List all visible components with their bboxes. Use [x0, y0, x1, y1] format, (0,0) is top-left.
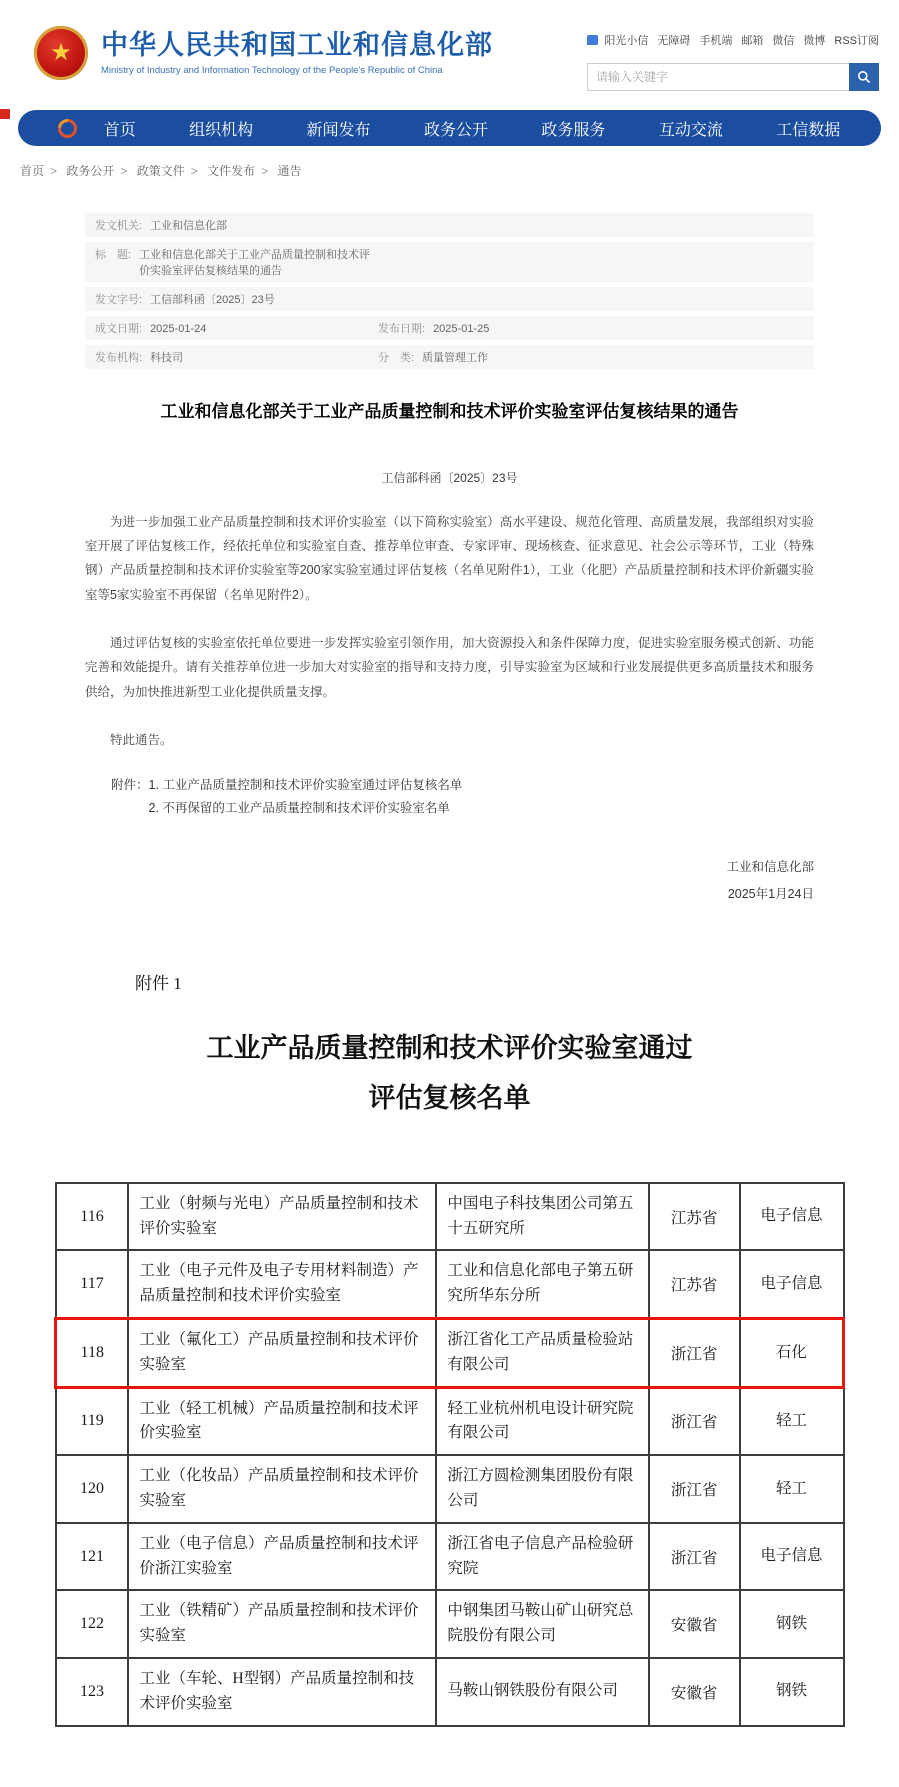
table-row — [56, 1318, 844, 1387]
cell-industry: 钢铁 — [740, 1590, 844, 1658]
meta-label: 发文机关: — [95, 220, 143, 232]
header-right — [587, 26, 879, 91]
national-emblem-logo — [34, 26, 88, 80]
top-utility-link[interactable]: 无障碍 — [657, 35, 691, 47]
cell-industry: 钢铁 — [740, 1658, 844, 1726]
signature-org: 工业和信息化部 — [726, 860, 814, 875]
meta-label: 发文字号: — [95, 294, 143, 306]
nav-item[interactable]: 首页 — [103, 121, 136, 139]
meta-value: 科技司 — [150, 352, 184, 364]
attachment-link[interactable]: 1. 工业产品质量控制和技术评价实验室通过评估复核名单 — [148, 778, 463, 793]
signature-block — [85, 854, 814, 907]
meta-value: 工业和信息化部 — [150, 220, 228, 232]
cell-lab-name: 工业（电子元件及电子专用材料制造）产品质量控制和技术评价实验室 — [128, 1250, 436, 1318]
top-utility-link[interactable]: 微博 — [803, 35, 826, 47]
breadcrumb-separator: > — [190, 164, 198, 178]
search-input[interactable] — [587, 63, 849, 91]
breadcrumb-item[interactable]: 政策文件 — [136, 164, 185, 178]
meta-row — [85, 287, 814, 311]
breadcrumb-item[interactable]: 政务公开 — [66, 164, 115, 178]
table-row — [56, 1387, 844, 1455]
table-row — [56, 1455, 844, 1523]
meta-value: 2025-01-25 — [433, 323, 490, 335]
cell-lab-name: 工业（电子信息）产品质量控制和技术评价浙江实验室 — [128, 1523, 436, 1591]
cell-number: 122 — [56, 1590, 129, 1658]
meta-row — [85, 345, 814, 369]
cell-org-name: 工业和信息化部电子第五研究所华东分所 — [436, 1250, 648, 1318]
search-icon — [856, 69, 872, 85]
cell-org-name: 浙江省电子信息产品检验研究院 — [436, 1523, 648, 1591]
breadcrumb-group — [137, 164, 204, 178]
breadcrumb-group — [207, 164, 274, 178]
meta-pair — [95, 349, 378, 365]
cell-lab-name: 工业（铁精矿）产品质量控制和技术评价实验室 — [128, 1590, 436, 1658]
search-bar — [587, 63, 879, 91]
nav-item[interactable]: 工信数据 — [776, 121, 841, 139]
meta-label: 发布日期: — [378, 323, 426, 335]
cell-province: 浙江省 — [649, 1387, 740, 1455]
document-area — [85, 213, 814, 907]
top-utility-link[interactable]: 阳光小信 — [604, 35, 649, 47]
breadcrumb-group — [20, 164, 63, 178]
nav-item[interactable]: 政务公开 — [423, 121, 488, 139]
meta-pair — [95, 217, 378, 233]
top-utility-links — [587, 32, 879, 48]
cell-org-name: 浙江方圆检测集团股份有限公司 — [436, 1455, 648, 1523]
meta-pair — [95, 320, 378, 336]
attachments-block — [85, 774, 814, 820]
cell-industry: 轻工 — [740, 1455, 844, 1523]
breadcrumb — [20, 162, 899, 179]
meta-value: 2025-01-24 — [150, 323, 207, 335]
nav-item[interactable]: 政务服务 — [541, 121, 606, 139]
meta-row — [85, 316, 814, 340]
attachment1-label: 附件 1 — [135, 973, 182, 993]
cell-number: 117 — [56, 1250, 129, 1318]
breadcrumb-separator: > — [50, 164, 58, 178]
nav-item[interactable]: 组织机构 — [189, 121, 254, 139]
top-utility-link[interactable]: 邮箱 — [741, 35, 764, 47]
cell-industry: 电子信息 — [740, 1523, 844, 1591]
meta-value: 质量管理工作 — [422, 352, 489, 364]
cell-province: 江苏省 — [649, 1250, 740, 1318]
cell-lab-name: 工业（车轮、H型钢）产品质量控制和技术评价实验室 — [128, 1658, 436, 1726]
breadcrumb-separator: > — [120, 164, 128, 178]
cell-province: 江苏省 — [649, 1183, 740, 1251]
emblem-star-icon: ★ — [50, 39, 72, 66]
lab-review-table — [54, 1182, 845, 1727]
breadcrumb-item[interactable]: 文件发布 — [207, 164, 256, 178]
breadcrumb-separator: > — [261, 164, 269, 178]
cell-number: 118 — [56, 1318, 129, 1387]
attachment1-section — [0, 969, 899, 1727]
cell-industry: 石化 — [740, 1318, 844, 1387]
closing-line: 特此通告。 — [110, 733, 173, 748]
cell-org-name: 马鞍山钢铁股份有限公司 — [436, 1658, 648, 1726]
attachment-links — [149, 774, 463, 820]
cell-province: 浙江省 — [649, 1523, 740, 1591]
meta-pair — [95, 291, 378, 307]
edge-mark-decor — [0, 109, 10, 119]
main-navbar — [18, 110, 881, 146]
meta-value: 工信部科函〔2025〕23号 — [150, 294, 275, 306]
site-header — [0, 0, 899, 101]
cell-org-name: 中钢集团马鞍山矿山研究总院股份有限公司 — [436, 1590, 648, 1658]
cell-province: 安徽省 — [649, 1590, 740, 1658]
meta-pair-secondary — [378, 349, 488, 365]
lab-table-body — [56, 1183, 844, 1726]
cell-number: 121 — [56, 1523, 129, 1591]
cell-industry: 电子信息 — [740, 1250, 844, 1318]
cell-number: 119 — [56, 1387, 129, 1455]
breadcrumb-item[interactable]: 通告 — [277, 164, 302, 178]
cell-industry: 轻工 — [740, 1387, 844, 1455]
cell-org-name: 轻工业杭州机电设计研究院有限公司 — [436, 1387, 648, 1455]
breadcrumb-item[interactable]: 首页 — [20, 164, 45, 178]
chat-bubble-icon — [587, 35, 598, 45]
cell-industry: 电子信息 — [740, 1183, 844, 1251]
article-title: 工业和信息化部关于工业产品质量控制和技术评价实验室评估复核结果的通告 — [160, 402, 739, 421]
meta-label: 标 题: — [95, 249, 132, 261]
cell-number: 123 — [56, 1658, 129, 1726]
cell-lab-name: 工业（轻工机械）产品质量控制和技术评价实验室 — [128, 1387, 436, 1455]
article-body — [85, 510, 814, 705]
nav-items — [77, 117, 867, 140]
site-brand — [34, 26, 493, 80]
meta-row — [85, 242, 814, 282]
meta-row — [85, 213, 814, 237]
top-utility-link[interactable]: 微信 — [772, 35, 795, 47]
table-row — [56, 1658, 844, 1726]
attachment-wrap — [149, 797, 463, 820]
attachment-link[interactable]: 2. 不再保留的工业产品质量控制和技术评价实验室名单 — [148, 801, 450, 816]
article-paragraph: 为进一步加强工业产品质量控制和技术评价实验室（以下简称实验室）高水平建设、规范化管理、高质量发展，我部组织对实验室开展了评估复核工作，经依托单位和实验室自查、推荐单位审查、专家评审、现场核查、征求意见、社会公示等环节，工业（特殊钢）产品质量控制和技术评价实验室等200家实验室通过评估复核（名单见附件1），工业（化肥）产品质量控制和技术评价新疆实验室等5家实验室不再保留（名单见附件2）。 — [85, 514, 814, 602]
meta-value: 工业和信息化部关于工业产品质量控制和技术评价实验室评估复核结果的通告 — [139, 249, 371, 277]
breadcrumb-group — [278, 164, 302, 178]
cell-org-name: 浙江省化工产品质量检验站有限公司 — [436, 1318, 648, 1387]
nav-row — [0, 109, 899, 147]
cell-province: 安徽省 — [649, 1658, 740, 1726]
table-row — [56, 1183, 844, 1251]
table-row — [56, 1250, 844, 1318]
top-utility-link[interactable]: RSS订阅 — [834, 35, 879, 47]
cell-lab-name: 工业（化妆品）产品质量控制和技术评价实验室 — [128, 1455, 436, 1523]
table-row — [56, 1523, 844, 1591]
attachment1-title-line2: 评估复核名单 — [368, 1082, 531, 1113]
cell-number: 120 — [56, 1455, 129, 1523]
brand-text — [101, 30, 493, 76]
top-utility-link[interactable]: 手机端 — [699, 35, 733, 47]
nav-item[interactable]: 新闻发布 — [306, 121, 371, 139]
site-subtitle: Ministry of Industry and Information Technology of the People's Republic of China — [101, 65, 443, 77]
cell-province: 浙江省 — [649, 1455, 740, 1523]
signature-date: 2025年1月24日 — [727, 886, 814, 901]
document-meta — [85, 213, 814, 369]
breadcrumb-group — [66, 164, 133, 178]
cell-lab-name: 工业（射频与光电）产品质量控制和技术评价实验室 — [128, 1183, 436, 1251]
attachments-label: 附件： — [111, 778, 149, 793]
attachment1-title-line1: 工业产品质量控制和技术评价实验室通过 — [206, 1032, 693, 1063]
attachment1-title — [0, 1024, 899, 1124]
search-button[interactable] — [849, 63, 879, 91]
cell-lab-name: 工业（氟化工）产品质量控制和技术评价实验室 — [128, 1318, 436, 1387]
cell-province: 浙江省 — [649, 1318, 740, 1387]
cell-org-name: 中国电子科技集团公司第五十五研究所 — [436, 1183, 648, 1251]
table-row — [56, 1590, 844, 1658]
meta-label: 成文日期: — [95, 323, 143, 335]
article-paragraph: 通过评估复核的实验室依托单位要进一步发挥实验室引领作用，加大资源投入和条件保障力度，促进实验室服务模式创新、功能完善和效能提升。请有关推荐单位进一步加大对实验室的指导和支持力度，引导实验室为区域和行业发展提供更多高质量技术和服务供给，为加快推进新型工业化提供质量支撑。 — [85, 636, 814, 699]
cell-number: 116 — [56, 1183, 129, 1251]
attachment-wrap — [149, 774, 463, 797]
site-title: 中华人民共和国工业和信息化部 — [101, 29, 493, 60]
nav-item[interactable]: 互动交流 — [658, 121, 723, 139]
meta-pair-secondary — [378, 320, 489, 336]
doc-number: 工信部科函〔2025〕23号 — [381, 470, 518, 485]
meta-label: 分 类: — [378, 352, 415, 364]
meta-pair — [95, 246, 378, 278]
meta-label: 发布机构: — [95, 352, 143, 364]
